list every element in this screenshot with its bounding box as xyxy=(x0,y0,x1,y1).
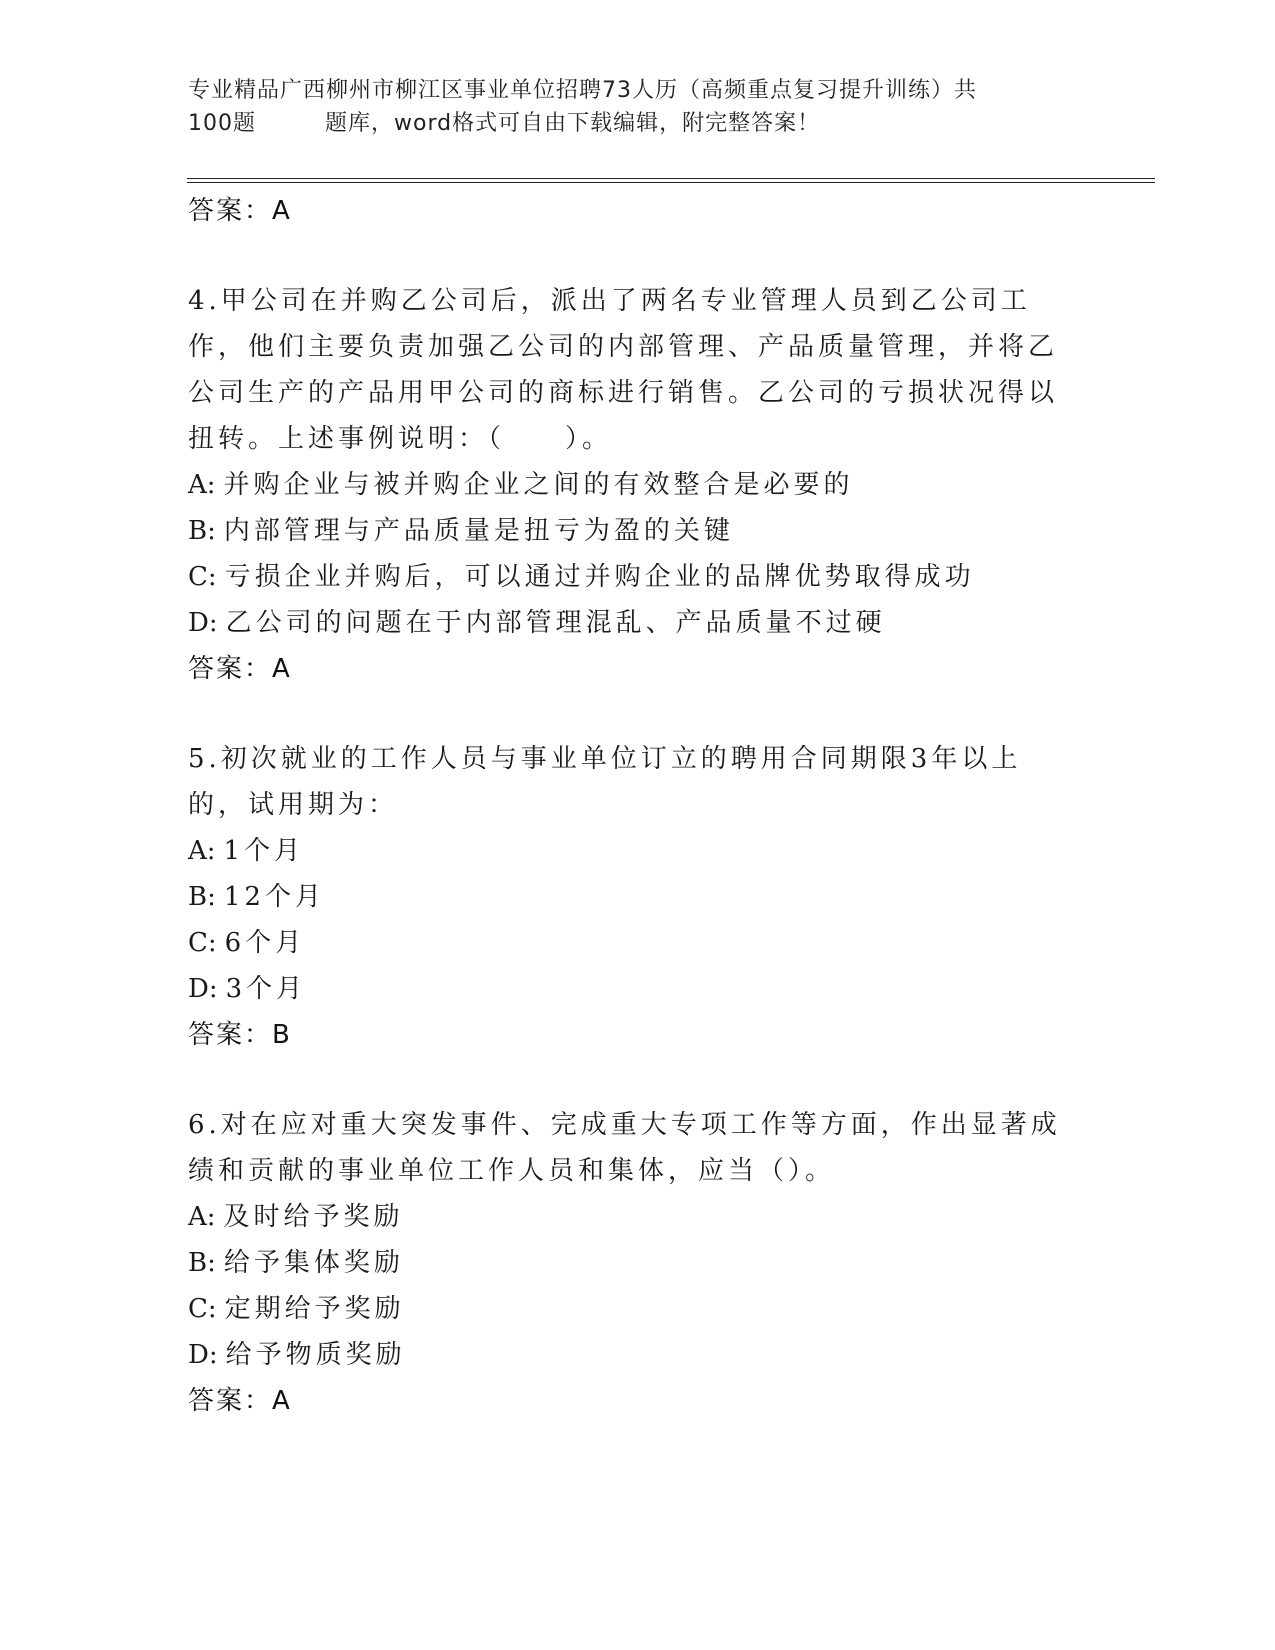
header-title-line-2: 100题 题库，word格式可自由下载编辑，附完整答案！ xyxy=(188,111,821,136)
header-double-rule xyxy=(187,178,1155,183)
option-d xyxy=(188,600,1088,646)
spacer xyxy=(188,692,1088,736)
option-a xyxy=(188,1194,1088,1240)
question-stem: 4.甲公司在并购乙公司后，派出了两名专业管理人员到乙公司工作，他们主要负责加强乙公司的内部管理、产品质量管理，并将乙公司生产的产品用甲公司的商标进行销售。乙公司的亏损状况得以扭转。上述事例说明：（ ）。 xyxy=(188,286,1059,454)
answer-label: 答案： xyxy=(188,196,273,226)
answer-label: 答案： xyxy=(188,1020,273,1050)
option-text: 及时给予奖励 xyxy=(223,1202,404,1232)
option-text: 乙公司的问题在于内部管理混乱、产品质量不过硬 xyxy=(225,608,886,638)
answer-line xyxy=(188,1012,1088,1058)
answer-value: A xyxy=(272,1386,290,1416)
option-c xyxy=(188,554,1088,600)
option-key: C: xyxy=(188,562,217,592)
question-5 xyxy=(188,736,1088,1058)
option-text: 亏损企业并购后，可以通过并购企业的品牌优势取得成功 xyxy=(224,562,975,592)
answer-label: 答案： xyxy=(188,1386,273,1416)
question-stem: 6.对在应对重大突发事件、完成重大专项工作等方面，作出显著成绩和贡献的事业单位工作人员和集体，应当（）。 xyxy=(188,1110,1061,1186)
header-title-line-1: 专业精品广西柳州市柳江区事业单位招聘73人历（高频重点复习提升训练）共 xyxy=(188,78,977,103)
answer-value: B xyxy=(272,1020,290,1050)
option-text: 3个月 xyxy=(225,974,307,1004)
option-key: B: xyxy=(188,882,216,912)
option-d xyxy=(188,1332,1088,1378)
option-key: C: xyxy=(188,928,217,958)
option-b xyxy=(188,508,1088,554)
option-a xyxy=(188,462,1088,508)
option-c xyxy=(188,920,1088,966)
option-key: A: xyxy=(188,470,216,500)
spacer xyxy=(188,1058,1088,1102)
answer-value: A xyxy=(272,654,290,684)
option-b xyxy=(188,874,1088,920)
option-b xyxy=(188,1240,1088,1286)
answer-label: 答案： xyxy=(188,654,273,684)
option-text: 6个月 xyxy=(224,928,306,958)
page-header xyxy=(188,74,1068,140)
option-key: D: xyxy=(188,608,218,638)
option-text: 给予集体奖励 xyxy=(223,1248,404,1278)
answer-line xyxy=(188,1378,1088,1424)
answer-value: A xyxy=(272,196,290,226)
question-stem: 5.初次就业的工作人员与事业单位订立的聘用合同期限3年以上的，试用期为： xyxy=(188,744,1022,820)
option-c xyxy=(188,1286,1088,1332)
option-key: C: xyxy=(188,1294,217,1324)
option-text: 给予物质奖励 xyxy=(225,1340,406,1370)
option-text: 并购企业与被并购企业之间的有效整合是必要的 xyxy=(223,470,854,500)
option-a xyxy=(188,828,1088,874)
option-key: D: xyxy=(188,1340,218,1370)
option-text: 定期给予奖励 xyxy=(224,1294,405,1324)
question-6 xyxy=(188,1102,1088,1424)
question-4 xyxy=(188,278,1088,692)
option-d xyxy=(188,966,1088,1012)
document-body xyxy=(188,188,1088,1424)
option-text: 12个月 xyxy=(223,882,325,912)
option-text: 内部管理与产品质量是扭亏为盈的关键 xyxy=(223,516,734,546)
answer-carryover xyxy=(188,188,1088,234)
option-key: A: xyxy=(188,1202,216,1232)
option-key: B: xyxy=(188,516,216,546)
option-key: A: xyxy=(188,836,216,866)
option-key: B: xyxy=(188,1248,216,1278)
answer-line xyxy=(188,646,1088,692)
spacer xyxy=(188,234,1088,278)
option-key: D: xyxy=(188,974,218,1004)
option-text: 1个月 xyxy=(223,836,305,866)
